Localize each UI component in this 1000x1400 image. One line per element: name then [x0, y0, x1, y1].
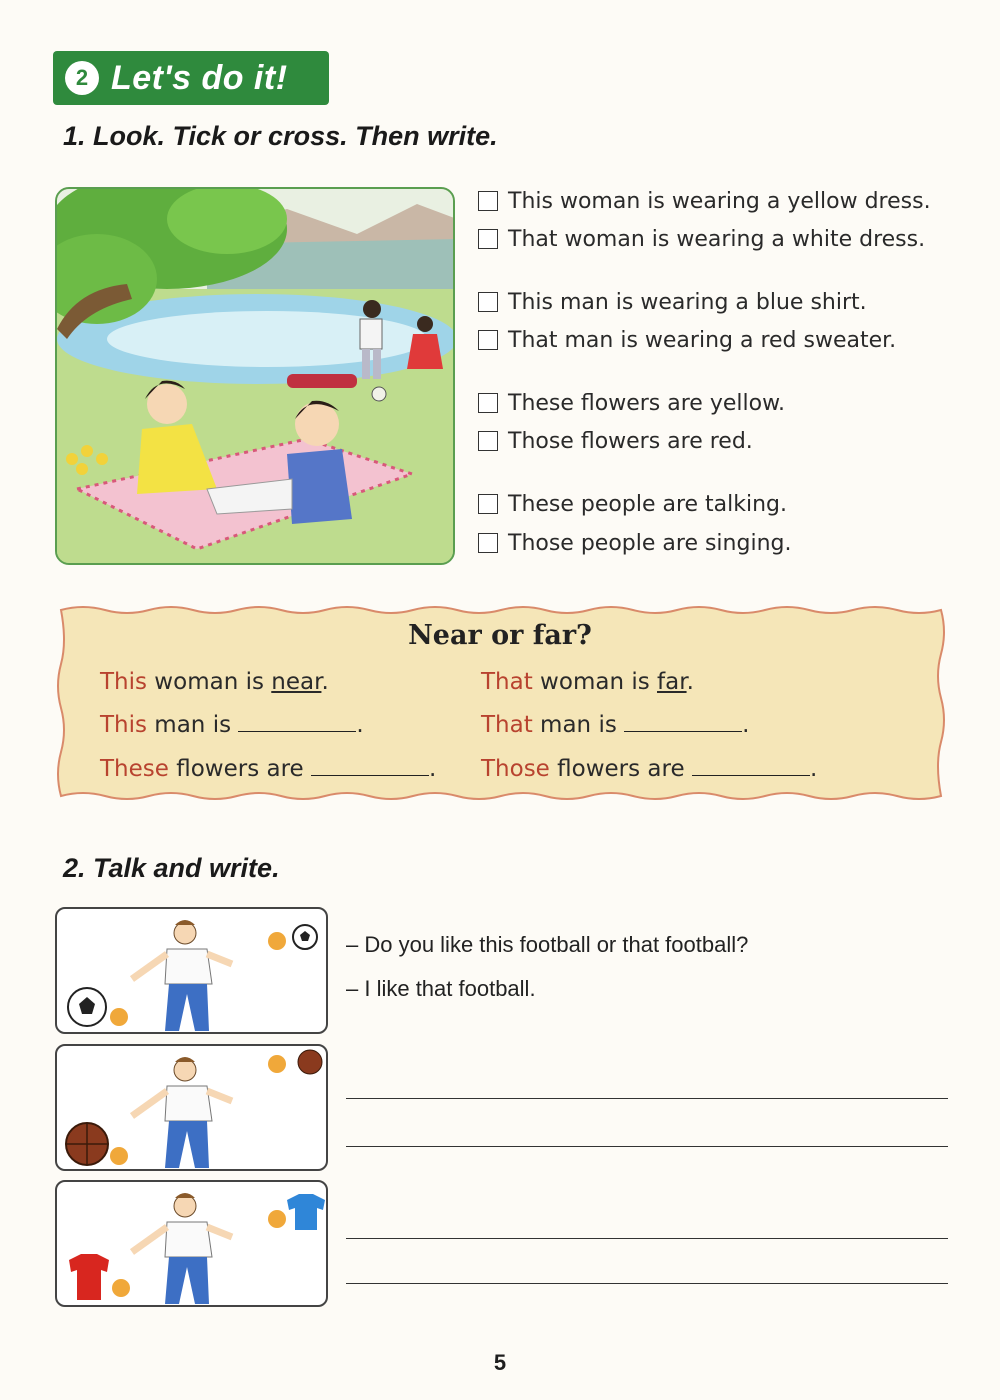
- answer-blank[interactable]: [311, 757, 429, 776]
- write-line[interactable]: [346, 1146, 948, 1147]
- checkbox[interactable]: [478, 494, 498, 514]
- dialog-line-2: – I like that football.: [346, 976, 536, 1001]
- demonstrative-word: This: [100, 669, 147, 695]
- tick-item-5: [478, 388, 785, 418]
- tick-item-text: This man is wearing a blue shirt.: [508, 289, 867, 315]
- near-far-row1-right: That woman is far.: [481, 669, 694, 695]
- demonstrative-word: This: [100, 712, 147, 738]
- demonstrative-word: That: [481, 669, 533, 695]
- demonstrative-word: That: [481, 712, 533, 738]
- page-number: 5: [493, 1350, 507, 1375]
- dialog-line-1: – Do you like this football or that football?: [346, 932, 749, 957]
- picnic-illustration: [55, 187, 455, 565]
- near-far-row1-left: This woman is near.: [100, 669, 329, 695]
- answer-word: far: [657, 669, 687, 695]
- tick-item-text: These flowers are yellow.: [508, 390, 786, 416]
- checkbox[interactable]: [478, 330, 498, 350]
- near-far-row3-left: These flowers are .: [100, 756, 437, 782]
- checkbox[interactable]: [478, 191, 498, 211]
- tick-item-7: [478, 489, 787, 519]
- near-far-title: Near or far?: [408, 620, 592, 651]
- near-far-row2-left: This man is .: [100, 712, 364, 738]
- answer-blank[interactable]: [238, 713, 356, 732]
- checkbox[interactable]: [478, 292, 498, 312]
- near-far-row3-right: Those flowers are .: [481, 756, 818, 782]
- tick-item-text: That man is wearing a red sweater.: [508, 327, 897, 353]
- checkbox[interactable]: [478, 533, 498, 553]
- tick-item-4: [478, 325, 896, 355]
- exercise2-heading: 2. Talk and write.: [63, 853, 280, 883]
- picture-card-football: [55, 907, 328, 1034]
- checkbox[interactable]: [478, 229, 498, 249]
- answer-blank[interactable]: [624, 713, 742, 732]
- tick-item-text: These people are talking.: [508, 491, 788, 517]
- picture-card-basketball: [55, 1044, 328, 1171]
- section-title: Let's do it!: [111, 58, 288, 97]
- answer-blank[interactable]: [692, 757, 810, 776]
- tick-item-2: [478, 224, 925, 254]
- section-badge: [53, 51, 329, 105]
- checkbox[interactable]: [478, 431, 498, 451]
- write-line[interactable]: [346, 1283, 948, 1284]
- tick-item-1: [478, 186, 931, 216]
- answer-word: near: [271, 669, 322, 695]
- tick-item-3: [478, 287, 867, 317]
- write-line[interactable]: [346, 1238, 948, 1239]
- exercise1-heading: 1. Look. Tick or cross. Then write.: [63, 121, 498, 151]
- tick-item-text: That woman is wearing a white dress.: [508, 226, 926, 252]
- section-number: 2: [65, 61, 99, 95]
- tick-item-text: This woman is wearing a yellow dress.: [508, 188, 931, 214]
- near-far-row2-right: That man is .: [481, 712, 750, 738]
- tick-item-text: Those flowers are red.: [508, 428, 753, 454]
- checkbox[interactable]: [478, 393, 498, 413]
- tick-item-6: [478, 426, 753, 456]
- picture-card-tshirt: [55, 1180, 328, 1307]
- demonstrative-word: Those: [481, 756, 550, 782]
- write-line[interactable]: [346, 1098, 948, 1099]
- tick-item-text: Those people are singing.: [508, 530, 792, 556]
- tick-item-8: [478, 528, 791, 558]
- demonstrative-word: These: [100, 756, 169, 782]
